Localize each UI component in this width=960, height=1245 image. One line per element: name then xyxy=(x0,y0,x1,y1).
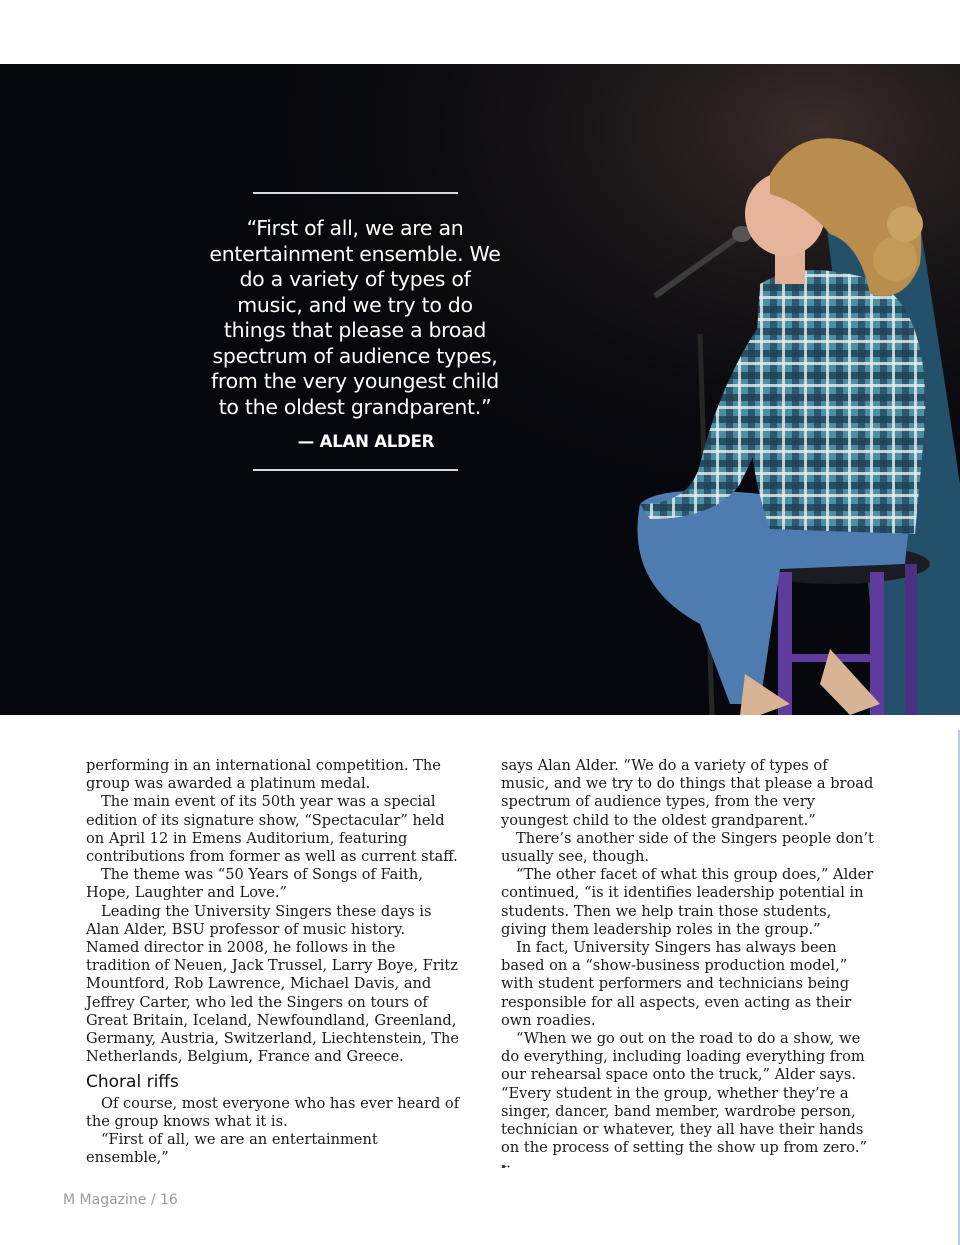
paragraph: The main event of its 50th year was a special edition of its signature show, “Spectacular” held on April 12 in Emens Auditorium, featuring contributions from former as well as current staff. xyxy=(86,793,458,866)
paragraph: performing in an international competition. The group was awarded a platinum medal. xyxy=(86,757,441,793)
paragraph: There’s another side of the Singers people don’t usually see, though. xyxy=(501,829,874,866)
article-right-column xyxy=(501,757,876,1177)
paragraph xyxy=(501,1030,876,1177)
paragraph: “First of all, we are an entertainment ensemble,” xyxy=(86,1131,378,1167)
paragraph-text: “When we go out on the road to do a show, we do everything, including loading everything from our rehearsal space onto the truck,” Alder says. “Every student in the group, whether they’re a singer, dancer, band member, wardrobe person, technician or whatever, they all have their hands on the process of setting the show up from zero.” xyxy=(501,1030,867,1157)
paragraph: In fact, University Singers has always been based on a “show-business production model,” with student performers and technicians being responsible for all aspects, even acting as their own roadies. xyxy=(501,939,852,1029)
quote-top-rule xyxy=(253,192,458,194)
paragraph: Leading the University Singers these days is Alan Alder, BSU professor of music history. Named director in 2008, he follows in the tradition of Neuen, Jack Trussel, Larry Boye, Fritz Mountford, Rob Lawrence, Michael Davis, and Jeffrey Carter, who led the Singers on tours of Great Britain, Iceland, Newfoundland, Greenland, Germany, Austria, Switzerland, Liechtenstein, The Netherlands, Belgium, France and Greece. xyxy=(86,902,459,1066)
pull-quote xyxy=(205,192,505,471)
paragraph: Of course, most everyone who has ever heard of the group knows what it is. xyxy=(86,1094,460,1130)
page-folio: M Magazine / 16 xyxy=(63,1192,178,1208)
pull-quote-attribution: — ALAN ALDER xyxy=(297,432,435,451)
quote-bottom-rule xyxy=(253,469,458,471)
paragraph: says Alan Alder. “We do a variety of types of music, and we try to do things that please a broad spectrum of audience types, from the very youngest child to the oldest grandparent.” xyxy=(501,757,874,829)
section-subhead: Choral riffs xyxy=(86,1072,179,1093)
end-mark-icon: ➸ xyxy=(501,1160,511,1174)
article-left-column xyxy=(86,757,461,1167)
paragraph: “The other facet of what this group does,” Alder continued, “is it identifies leadership potential in students. Then we help train those students, giving them leadership roles in the group.” xyxy=(501,866,874,938)
hero-photo xyxy=(0,64,960,715)
pull-quote-text: “First of all, we are an entertainment ensemble. We do a variety of types of music, and we try to do things that please a broad spectrum of audience types, from the very youngest child to the oldest grandparent.” xyxy=(209,216,501,419)
paragraph: The theme was “50 Years of Songs of Faith, Hope, Laughter and Love.” xyxy=(86,866,423,902)
